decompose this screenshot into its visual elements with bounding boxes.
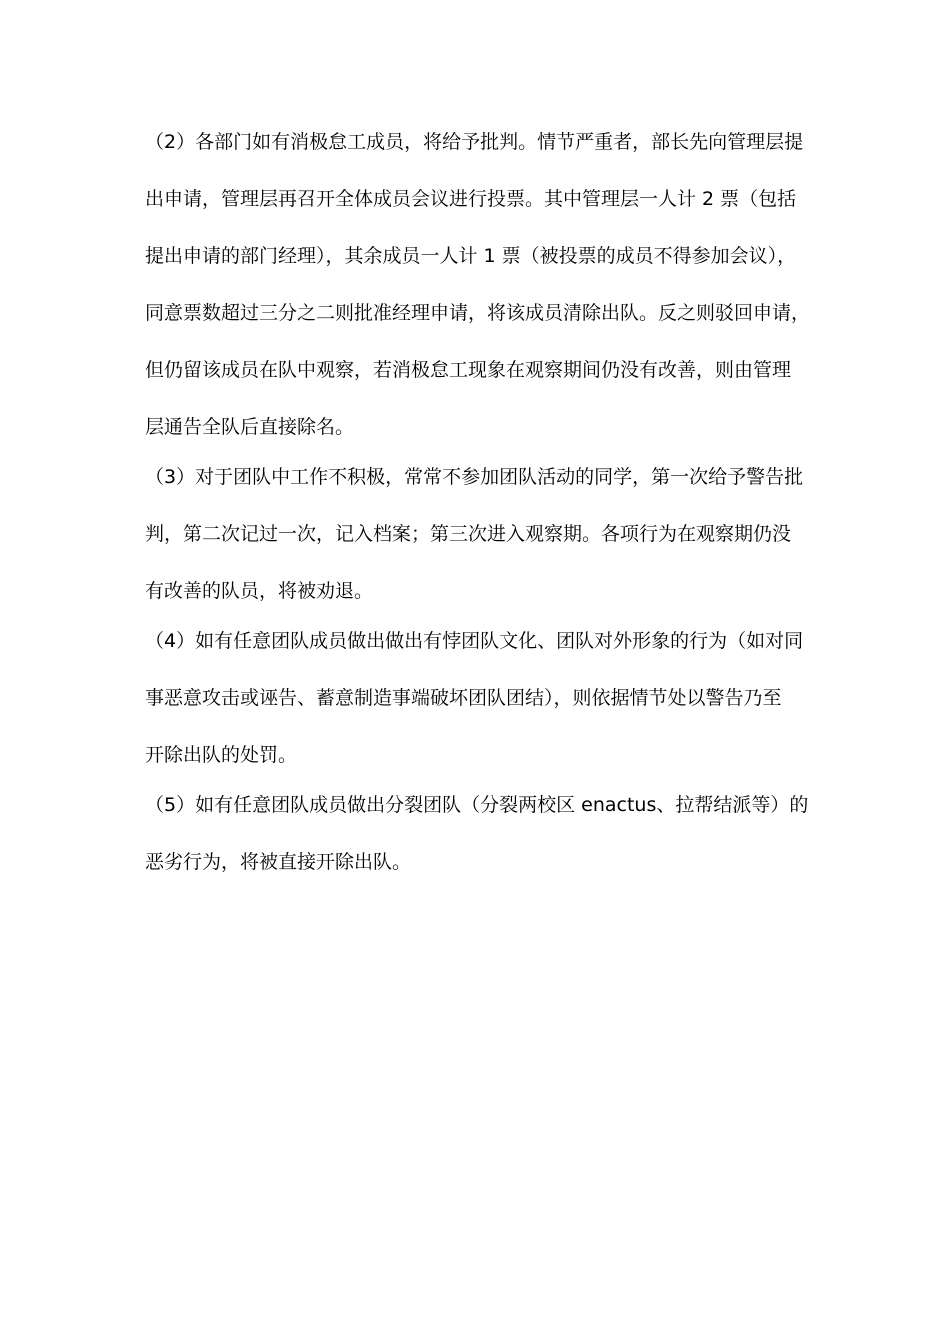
text-line: 提出申请的部门经理），其余成员一人计 1 票（被投票的成员不得参加会议）， [145, 245, 797, 267]
text-line: 事恶意攻击或诬告、蓄意制造事端破坏团队团结），则依据情节处以警告乃至 [145, 687, 782, 709]
paragraph-4 [145, 631, 815, 765]
text-line: 判，第二次记过一次，记入档案；第三次进入观察期。各项行为在观察期仍没 [145, 523, 792, 545]
text-line: 同意票数超过三分之二则批准经理申请，将该成员清除出队。反之则驳回申请， [145, 302, 811, 324]
paragraph-2 [145, 132, 815, 437]
document-body [145, 132, 815, 902]
paragraph-3 [145, 467, 815, 601]
text-line: 层通告全队后直接除名。 [145, 416, 355, 438]
text-line: （3）对于团队中工作不积极，常常不参加团队活动的同学，第一次给予警告批 [145, 466, 804, 488]
paragraph-5 [145, 795, 815, 872]
text-line: （5）如有任意团队成员做出分裂团队（分裂两校区 enactus、拉帮结派等）的 [145, 794, 809, 816]
text-line: 但仍留该成员在队中观察，若消极怠工现象在观察期间仍没有改善，则由管理 [145, 359, 792, 381]
text-line: （4）如有任意团队成员做出做出有悖团队文化、团队对外形象的行为（如对同 [145, 630, 804, 652]
text-line: 开除出队的处罚。 [145, 744, 298, 766]
text-line: 恶劣行为，将被直接开除出队。 [145, 851, 412, 873]
text-line: 出申请，管理层再召开全体成员会议进行投票。其中管理层一人计 2 票（包括 [145, 188, 797, 210]
text-line: （2）各部门如有消极怠工成员，将给予批判。情节严重者，部长先向管理层提 [145, 131, 804, 153]
text-line: 有改善的队员，将被劝退。 [145, 580, 374, 602]
